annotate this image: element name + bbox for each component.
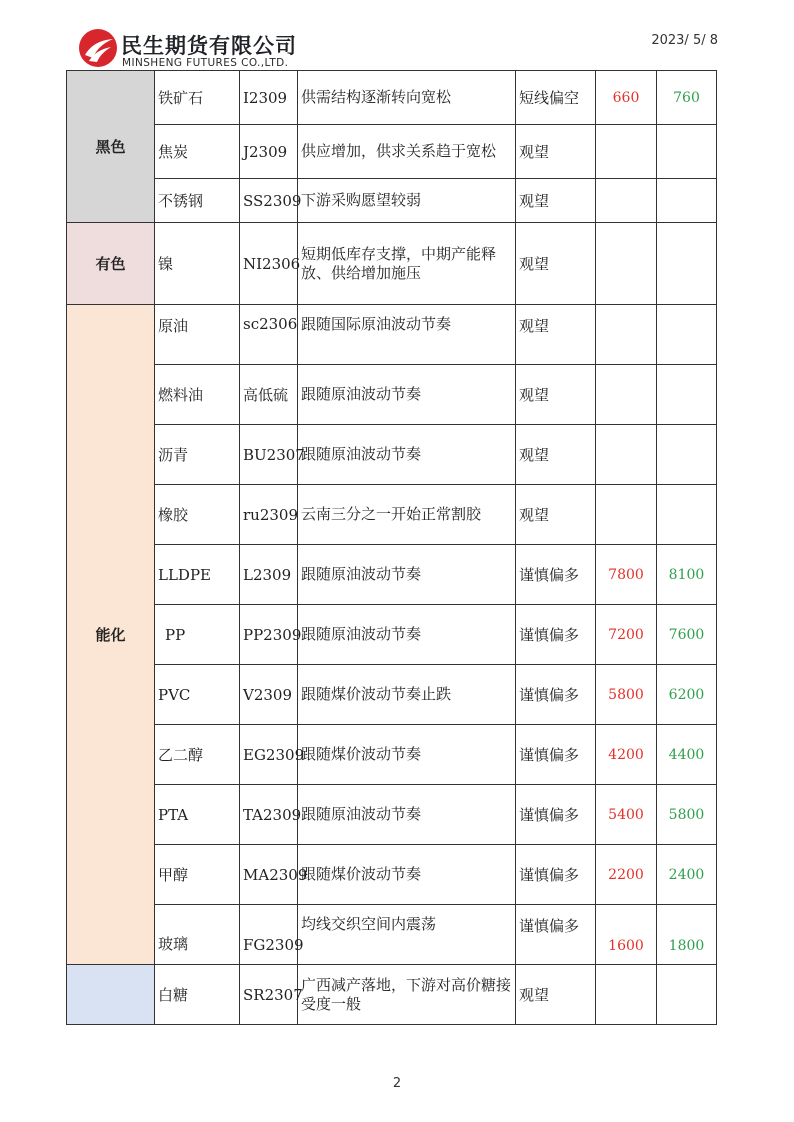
category-cell-energy [67, 305, 155, 965]
table-row [67, 305, 717, 365]
stance: 观望 [516, 425, 596, 485]
stance: 短线偏空 [516, 71, 596, 125]
support-level: 2200 [596, 845, 657, 905]
company-name-cn: 民生期货有限公司 [121, 34, 297, 58]
resistance-level: 7600 [657, 605, 717, 665]
category-label: 黑色 [95, 138, 126, 156]
contract-code: FG2309 [240, 905, 298, 965]
product-name: 甲醇 [155, 845, 240, 905]
stance: 谨慎偏多 [516, 725, 596, 785]
stance: 观望 [516, 965, 596, 1025]
stance: 谨慎偏多 [516, 545, 596, 605]
support-level: 7200 [596, 605, 657, 665]
contract-code: L2309 [240, 545, 298, 605]
contract-code: BU2307 [240, 425, 298, 485]
company-name-en: MINSHENG FUTURES CO.,LTD. [122, 57, 289, 69]
table-row [67, 125, 717, 179]
resistance-level [657, 485, 717, 545]
product-name: 镍 [155, 223, 240, 305]
contract-code: SR2307 [240, 965, 298, 1025]
product-name: 橡胶 [155, 485, 240, 545]
contract-code: SS2309 [240, 179, 298, 223]
table-row [67, 179, 717, 223]
market-view: 下游采购愿望较弱 [298, 179, 516, 223]
support-level: 5800 [596, 665, 657, 725]
resistance-level: 4400 [657, 725, 717, 785]
product-name: 原油 [155, 305, 240, 365]
stance: 观望 [516, 305, 596, 365]
contract-code: ru2309 [240, 485, 298, 545]
product-name: 白糖 [155, 965, 240, 1025]
table-row [67, 425, 717, 485]
market-view: 供需结构逐渐转向宽松 [298, 71, 516, 125]
product-name: LLDPE [155, 545, 240, 605]
resistance-level: 6200 [657, 665, 717, 725]
market-view: 跟随原油波动节奏 [298, 365, 516, 425]
resistance-level: 1800 [657, 905, 717, 965]
product-name: 不锈钢 [155, 179, 240, 223]
support-level [596, 365, 657, 425]
product-name: PVC [155, 665, 240, 725]
stance: 观望 [516, 223, 596, 305]
contract-code: sc2306 [240, 305, 298, 365]
market-view: 供应增加，供求关系趋于宽松 [298, 125, 516, 179]
contract-code: I2309 [240, 71, 298, 125]
category-label: 能化 [95, 626, 126, 644]
page-number: 2 [392, 1076, 402, 1091]
market-view: 均线交织空间内震荡 [298, 905, 516, 965]
strategy-table [66, 70, 717, 1025]
category-label: 有色 [95, 255, 126, 273]
table-row [67, 545, 717, 605]
table-row [67, 725, 717, 785]
table-row [67, 71, 717, 125]
stance: 谨慎偏多 [516, 605, 596, 665]
support-level [596, 223, 657, 305]
product-name: 乙二醇 [155, 725, 240, 785]
resistance-level [657, 125, 717, 179]
product-name: PP [155, 605, 240, 665]
resistance-level [657, 965, 717, 1025]
contract-code: 高低硫 [240, 365, 298, 425]
support-level [596, 485, 657, 545]
resistance-level: 2400 [657, 845, 717, 905]
market-view: 跟随煤价波动节奏 [298, 845, 516, 905]
table-row [67, 965, 717, 1025]
support-level [596, 965, 657, 1025]
market-view: 云南三分之一开始正常割胶 [298, 485, 516, 545]
stance: 谨慎偏多 [516, 785, 596, 845]
table-row [67, 665, 717, 725]
product-name: 燃料油 [155, 365, 240, 425]
contract-code: NI2306 [240, 223, 298, 305]
contract-code: MA2309 [240, 845, 298, 905]
category-cell-nonferrous [67, 223, 155, 305]
contract-code: EG2309 [240, 725, 298, 785]
contract-code: J2309 [240, 125, 298, 179]
stance: 观望 [516, 179, 596, 223]
category-cell-black [67, 71, 155, 223]
stance: 观望 [516, 485, 596, 545]
product-name: 焦炭 [155, 125, 240, 179]
support-level: 7800 [596, 545, 657, 605]
table-row [67, 223, 717, 305]
support-level [596, 305, 657, 365]
product-name: 铁矿石 [155, 71, 240, 125]
support-level [596, 179, 657, 223]
product-name: PTA [155, 785, 240, 845]
report-date: 2023/ 5/ 8 [651, 33, 718, 48]
market-view: 广西减产落地，下游对高价糖接受度一般 [298, 965, 516, 1025]
company-logo-icon [78, 28, 118, 68]
stance: 谨慎偏多 [516, 845, 596, 905]
support-level: 660 [596, 71, 657, 125]
table-row [67, 905, 717, 965]
stance: 观望 [516, 125, 596, 179]
market-view: 跟随原油波动节奏 [298, 425, 516, 485]
table-row [67, 485, 717, 545]
support-level [596, 425, 657, 485]
market-view: 跟随原油波动节奏 [298, 545, 516, 605]
stance: 谨慎偏多 [516, 665, 596, 725]
support-level: 4200 [596, 725, 657, 785]
product-name: 沥青 [155, 425, 240, 485]
market-view: 跟随原油波动节奏 [298, 605, 516, 665]
resistance-level [657, 425, 717, 485]
contract-code: PP2309 [240, 605, 298, 665]
support-level [596, 125, 657, 179]
resistance-level [657, 305, 717, 365]
contract-code: TA2309 [240, 785, 298, 845]
table-row [67, 785, 717, 845]
table-row [67, 845, 717, 905]
market-view: 短期低库存支撑，中期产能释放、供给增加施压 [298, 223, 516, 305]
stance: 观望 [516, 365, 596, 425]
resistance-level [657, 179, 717, 223]
market-view: 跟随国际原油波动节奏 [298, 305, 516, 365]
resistance-level: 5800 [657, 785, 717, 845]
resistance-level [657, 365, 717, 425]
market-view: 跟随原油波动节奏 [298, 785, 516, 845]
support-level: 1600 [596, 905, 657, 965]
market-view: 跟随煤价波动节奏 [298, 725, 516, 785]
category-cell-agri [67, 965, 155, 1025]
table-row [67, 365, 717, 425]
product-name: 玻璃 [155, 905, 240, 965]
table-row [67, 605, 717, 665]
support-level: 5400 [596, 785, 657, 845]
stance: 谨慎偏多 [516, 905, 596, 965]
resistance-level [657, 223, 717, 305]
resistance-level: 8100 [657, 545, 717, 605]
contract-code: V2309 [240, 665, 298, 725]
market-view: 跟随煤价波动节奏止跌 [298, 665, 516, 725]
resistance-level: 760 [657, 71, 717, 125]
